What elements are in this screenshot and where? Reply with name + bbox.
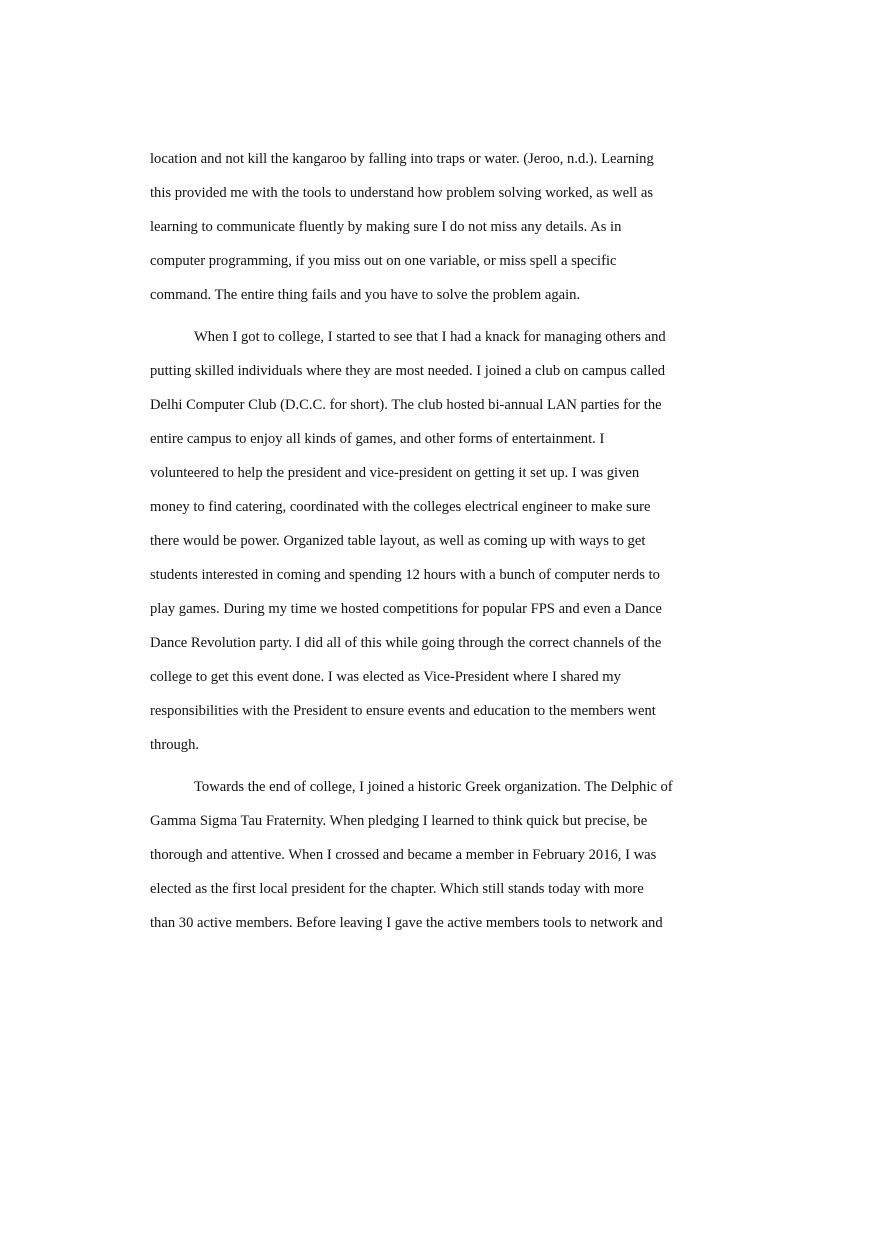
text-line: money to find catering, coordinated with the colleges electrical engineer to make sure <box>150 499 651 515</box>
text-line: through. <box>150 737 200 753</box>
text-line: command. The entire thing fails and you have to solve the problem again. <box>150 287 581 303</box>
text-line: than 30 active members. Before leaving I gave the active members tools to network and <box>150 915 663 931</box>
text-line: thorough and attentive. When I crossed and became a member in February 2016, I was <box>150 847 657 863</box>
text-line: there would be power. Organized table layout, as well as coming up with ways to get <box>150 533 646 549</box>
text-line: elected as the first local president for the chapter. Which still stands today with more <box>150 881 644 897</box>
text-line: Gamma Sigma Tau Fraternity. When pledging I learned to think quick but precise, be <box>150 813 648 829</box>
text-line: this provided me with the tools to understand how problem solving worked, as well as <box>150 185 654 201</box>
paragraph-2 <box>150 320 710 762</box>
text-line: college to get this event done. I was elected as Vice-President where I shared my <box>150 669 621 685</box>
text-line: putting skilled individuals where they are most needed. I joined a club on campus called <box>150 363 666 379</box>
text-line: computer programming, if you miss out on one variable, or miss spell a specific <box>150 253 617 269</box>
text-line: responsibilities with the President to ensure events and education to the members went <box>150 703 656 719</box>
paragraph-spacer <box>150 762 710 770</box>
text-line: entire campus to enjoy all kinds of games, and other forms of entertainment. I <box>150 431 605 447</box>
text-line: Dance Revolution party. I did all of this while going through the correct channels of the <box>150 635 662 651</box>
paragraph-spacer <box>150 312 710 320</box>
text-line: play games. During my time we hosted competitions for popular FPS and even a Dance <box>150 601 662 617</box>
body-text <box>150 142 710 940</box>
text-line: volunteered to help the president and vice-president on getting it set up. I was given <box>150 465 640 481</box>
paragraph-3 <box>150 770 710 940</box>
text-line: Towards the end of college, I joined a historic Greek organization. The Delphic of <box>194 779 673 795</box>
text-line: location and not kill the kangaroo by falling into traps or water. (Jeroo, n.d.). Learning <box>150 151 654 167</box>
text-line: Delhi Computer Club (D.C.C. for short). The club hosted bi-annual LAN parties for the <box>150 397 662 413</box>
paragraph-1 <box>150 142 710 312</box>
text-line: students interested in coming and spending 12 hours with a bunch of computer nerds to <box>150 567 660 583</box>
text-line: learning to communicate fluently by making sure I do not miss any details. As in <box>150 219 622 235</box>
text-line: When I got to college, I started to see that I had a knack for managing others and <box>194 329 666 345</box>
